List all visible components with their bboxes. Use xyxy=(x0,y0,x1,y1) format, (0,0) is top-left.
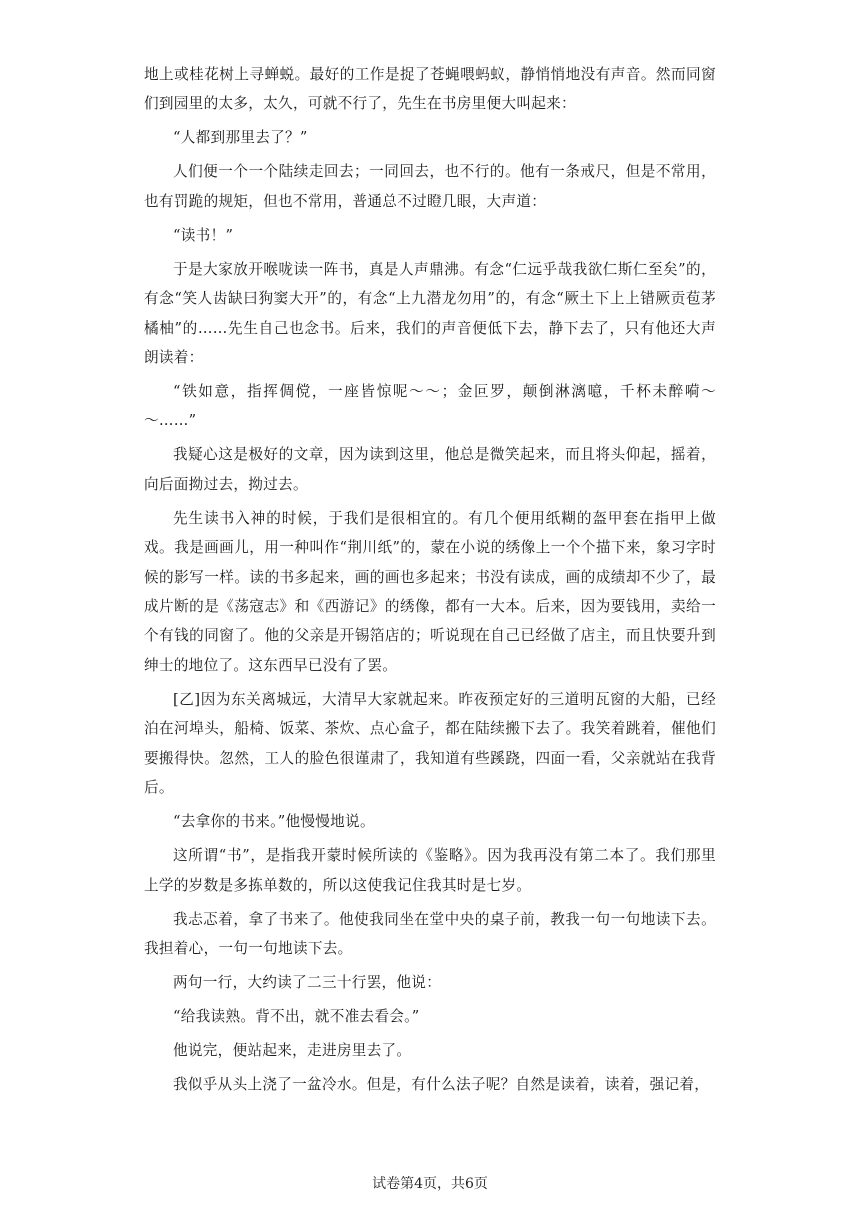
paragraph: 人们便一个一个陆续走回去；一同回去，也不行的。他有一条戒尺，但是不常用，也有罚跪的规矩，但也不常用，普通总不过瞪几眼，大声道： xyxy=(144,163,716,210)
paragraph: 我疑心这是极好的文章，因为读到这里，他总是微笑起来，而且将头仰起，摇着，向后面拗过去，拗过去。 xyxy=(144,446,716,493)
paragraph: 于是大家放开喉咙读一阵书，真是人声鼎沸。有念“仁远乎哉我欲仁斯仁至矣”的，有念“笑人齿缺曰狗窦大开”的，有念“上九潜龙勿用”的，有念“厥土下上上错厥贡苞茅橘柚”的……先生自己也念书。后来，我们的声音便低下去，静下去了，只有他还大声朗读着： xyxy=(144,260,716,367)
paragraph: “给我读熟。背不出，就不准去看会。” xyxy=(173,1007,420,1025)
paragraph: 我似乎从头上浇了一盆冷水。但是，有什么法子呢？自然是读着，读着，强记着， xyxy=(173,1075,710,1093)
paragraph: “读书！” xyxy=(173,226,234,244)
paragraph: “铁如意，指挥倜傥，一座皆惊呢～～；金叵罗，颠倒淋漓噫，千杯未醉嗬～～……” xyxy=(144,383,716,430)
page-footer xyxy=(0,1174,860,1194)
paragraph: “人都到那里去了？” xyxy=(173,129,308,147)
paragraph: 先生读书入神的时候，于我们是很相宜的。有几个便用纸糊的盔甲套在指甲上做戏。我是画画儿，用一种叫作“荆川纸”的，蒙在小说的绣像上一个个描下来，象习字时候的影写一样。读的书多起来，画的画也多起来；书没有读成，画的成绩却不少了，最成片断的是《荡寇志》和《西游记》的绣像，都有一大本。后来，因为要钱用，卖给一个有钱的同窗了。他的父亲是开锡箔店的；听说现在自己已经做了店主，而且快要升到绅士的地位了。这东西早已没有了罢。 xyxy=(144,509,716,674)
paragraph: 我忐忑着，拿了书来了。他使我同坐在堂中央的桌子前，教我一句一句地读下去。我担着心，一句一句地读下去。 xyxy=(144,910,716,957)
paragraph: 他说完，便站起来，走进房里去了。 xyxy=(173,1041,412,1059)
paragraph: 地上或桂花树上寻蝉蜕。最好的工作是捉了苍蝇喂蚂蚁，静悄悄地没有声音。然而同窗们到园里的太多，太久，可就不行了，先生在书房里便大叫起来： xyxy=(144,66,716,113)
paragraph: 这所谓“书”，是指我开蒙时候所读的《鉴略》。因为我再没有第二本了。我们那里上学的岁数是多拣单数的，所以这使我记住我其时是七岁。 xyxy=(144,847,716,894)
paragraph: “去拿你的书来。”他慢慢地说。 xyxy=(173,813,375,831)
paragraph: [乙]因为东关离城远，大清早大家就起来。昨夜预定好的三道明瓦窗的大船，已经泊在河埠头，船椅、饭菜、茶炊、点心盒子，都在陆续搬下去了。我笑着跳着，催他们要搬得快。忽然，工人的脸色很谨肃了，我知道有些蹊跷，四面一看，父亲就站在我背后。 xyxy=(144,690,716,797)
passage-body xyxy=(144,60,716,1104)
paragraph: 两句一行，大约读了二三十行罢，他说： xyxy=(173,973,442,991)
page-number-label: 试卷第4页，共6页 xyxy=(372,1176,488,1192)
